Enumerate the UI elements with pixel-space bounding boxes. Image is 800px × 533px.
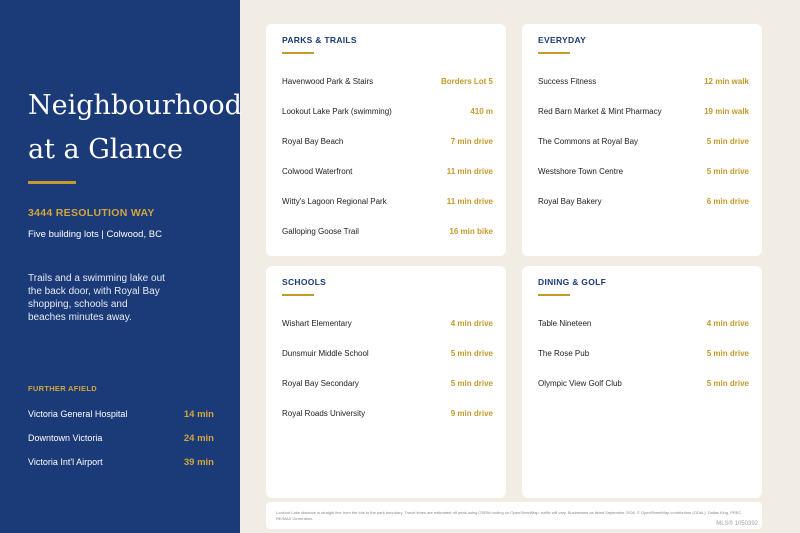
travel-time: 4 min drive bbox=[706, 319, 749, 328]
footnote-text: Lookout Lake distance is straight line from the lots to the park boundary. Travel times are estimated off peak using OSRM routing on OpenStreetMap; traffic will vary. Businesses as listed September 2026. © OpenStreetMap contributors (ODbL). Dallas King, PREC, RE/MAX Generation. bbox=[276, 510, 743, 521]
place-name: Dunsmuir Middle School bbox=[282, 349, 369, 358]
travel-time: 12 min walk bbox=[704, 77, 749, 86]
list-item bbox=[282, 349, 493, 361]
travel-time: 5 min drive bbox=[450, 349, 493, 358]
travel-time: 5 min drive bbox=[706, 379, 749, 388]
destination-label: Victoria Int'l Airport bbox=[28, 457, 103, 467]
list-item bbox=[538, 77, 749, 89]
place-name: Lookout Lake Park (swimming) bbox=[282, 107, 392, 116]
footnote-card bbox=[266, 502, 762, 529]
list-item bbox=[538, 137, 749, 149]
travel-time: 5 min drive bbox=[450, 379, 493, 388]
list-item bbox=[282, 107, 493, 119]
place-name: Galloping Goose Trail bbox=[282, 227, 359, 236]
place-name: Wishart Elementary bbox=[282, 319, 352, 328]
title-line-1: Neighbourhood bbox=[28, 90, 242, 121]
travel-time: 39 min bbox=[183, 457, 214, 468]
lot-summary: Five building lots | Colwood, BC bbox=[28, 229, 162, 240]
further-afield-item bbox=[28, 433, 214, 447]
travel-time: Borders Lot 5 bbox=[440, 77, 493, 86]
list-item bbox=[282, 137, 493, 149]
list-item bbox=[538, 167, 749, 179]
list-item bbox=[282, 167, 493, 179]
place-name: Havenwood Park & Stairs bbox=[282, 77, 374, 86]
dining-golf-card bbox=[522, 266, 762, 498]
card-divider bbox=[282, 294, 314, 296]
destination-label: Downtown Victoria bbox=[28, 433, 103, 443]
sidebar bbox=[0, 0, 240, 533]
travel-time: 5 min drive bbox=[706, 167, 749, 176]
list-item bbox=[282, 319, 493, 331]
card-title: DINING & GOLF bbox=[538, 277, 607, 287]
travel-time: 4 min drive bbox=[450, 319, 493, 328]
parks-trails-card bbox=[266, 24, 506, 256]
place-name: Royal Roads University bbox=[282, 409, 366, 418]
place-name: Olympic View Golf Club bbox=[538, 379, 622, 388]
schools-card bbox=[266, 266, 506, 498]
list-item bbox=[538, 349, 749, 361]
travel-time: 410 m bbox=[470, 107, 493, 116]
place-name: Westshore Town Centre bbox=[538, 167, 624, 176]
further-afield-item bbox=[28, 457, 214, 471]
list-item bbox=[538, 107, 749, 119]
place-name: The Commons at Royal Bay bbox=[538, 137, 639, 146]
list-item bbox=[282, 379, 493, 391]
further-afield-heading: FURTHER AFIELD bbox=[28, 384, 97, 393]
travel-time: 9 min drive bbox=[450, 409, 493, 418]
travel-time: 14 min bbox=[183, 409, 214, 420]
place-name: Witty's Lagoon Regional Park bbox=[282, 197, 387, 206]
place-name: Royal Bay Secondary bbox=[282, 379, 359, 388]
travel-time: 24 min bbox=[183, 433, 214, 444]
title-divider bbox=[28, 181, 76, 184]
list-item bbox=[282, 77, 493, 89]
place-name: Success Fitness bbox=[538, 77, 597, 86]
list-item bbox=[538, 197, 749, 209]
card-title: SCHOOLS bbox=[282, 277, 327, 287]
travel-time: 6 min drive bbox=[706, 197, 749, 206]
travel-time: 16 min bike bbox=[449, 227, 493, 236]
card-divider bbox=[282, 52, 314, 54]
page-title bbox=[28, 84, 242, 172]
list-item bbox=[538, 319, 749, 331]
travel-time: 19 min walk bbox=[704, 107, 749, 116]
place-name: Royal Bay Bakery bbox=[538, 197, 602, 206]
list-item bbox=[282, 227, 493, 239]
mls-number: MLS® 1050392 bbox=[716, 521, 758, 527]
everyday-card bbox=[522, 24, 762, 256]
property-address: 3444 RESOLUTION WAY bbox=[28, 207, 155, 219]
destination-label: Victoria General Hospital bbox=[28, 409, 128, 419]
place-name: The Rose Pub bbox=[538, 349, 590, 358]
travel-time: 5 min drive bbox=[706, 349, 749, 358]
travel-time: 11 min drive bbox=[446, 167, 493, 176]
travel-time: 5 min drive bbox=[706, 137, 749, 146]
list-item bbox=[282, 197, 493, 209]
place-name: Royal Bay Beach bbox=[282, 137, 344, 146]
list-item bbox=[282, 409, 493, 421]
place-name: Red Barn Market & Mint Pharmacy bbox=[538, 107, 662, 116]
further-afield-item bbox=[28, 409, 214, 423]
card-title: EVERYDAY bbox=[538, 35, 587, 45]
place-name: Colwood Waterfront bbox=[282, 167, 353, 176]
card-divider bbox=[538, 294, 570, 296]
card-divider bbox=[538, 52, 570, 54]
travel-time: 11 min drive bbox=[446, 197, 493, 206]
list-item bbox=[538, 379, 749, 391]
place-name: Table Nineteen bbox=[538, 319, 592, 328]
travel-time: 7 min drive bbox=[450, 137, 493, 146]
card-title: PARKS & TRAILS bbox=[282, 35, 357, 45]
neighbourhood-blurb: Trails and a swimming lake out the back door, with Royal Bay shopping, schools and beaches minutes away. bbox=[28, 273, 165, 323]
title-line-2: at a Glance bbox=[28, 134, 183, 165]
